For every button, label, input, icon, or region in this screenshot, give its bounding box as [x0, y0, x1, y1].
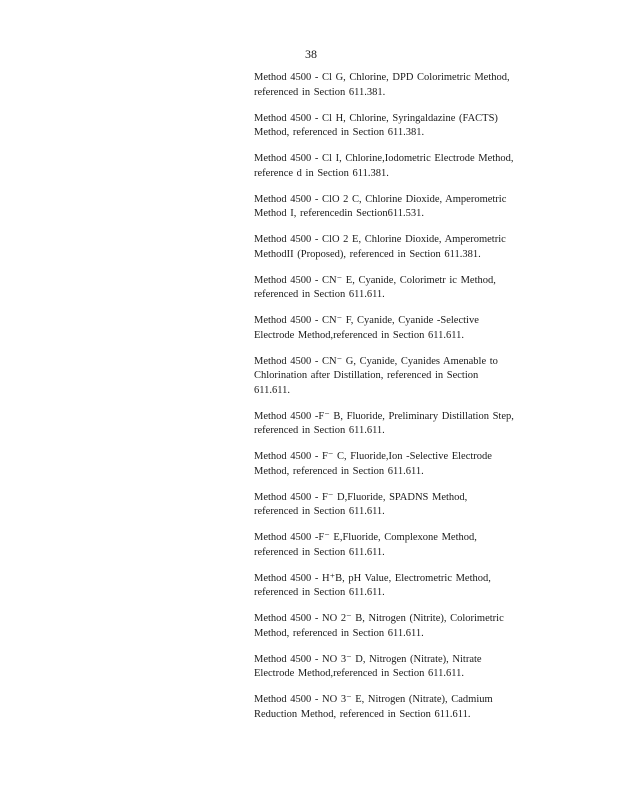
entry-line: Method 4500 - F⁻ D,Fluoride, SPADNS Method,: [254, 491, 468, 503]
entry-line: Method 4500 - ClO 2 E, Chlorine Dioxide, Amperometric: [254, 234, 506, 245]
reference-entry: [254, 572, 538, 601]
reference-entry: [254, 410, 538, 439]
entry-line: Method, referenced in Section 611.611.: [254, 627, 424, 639]
entry-line: Method I, referencedin Section611.531.: [254, 208, 424, 219]
entry-line: referenced in Section 611.611.: [254, 506, 385, 517]
reference-entry: [254, 355, 538, 399]
entry-line: Electrode Method,referenced in Section 611.611.: [254, 329, 464, 341]
entry-line: Method 4500 - CN⁻ F, Cyanide, Cyanide -Selective: [254, 315, 479, 326]
entry-line: referenced in Section 611.611.: [254, 289, 385, 300]
entry-line: Method 4500 - Cl G, Chlorine, DPD Colorimetric Method,: [254, 72, 510, 83]
reference-entry: [254, 693, 538, 722]
entry-line: referenced in Section 611.381.: [254, 86, 386, 98]
entry-line: Method 4500 -F⁻ E,Fluoride, Complexone Method,: [254, 532, 477, 543]
entry-line: Method 4500 - NO 3⁻ D, Nitrogen (Nitrate), Nitrate: [254, 653, 482, 665]
entry-line: Method 4500 - Cl H, Chlorine, Syringaldazine (FACTS): [254, 112, 498, 124]
entry-line: Method 4500 - ClO 2 C, Chlorine Dioxide, Amperometric: [254, 193, 507, 205]
reference-entry: [254, 71, 538, 100]
reference-entry: [254, 653, 538, 682]
reference-entry: [254, 612, 538, 641]
entry-line: Method 4500 - H⁺B, pH Value, Electrometric Method,: [254, 572, 491, 584]
reference-entry: [254, 152, 538, 181]
reference-entry: [254, 491, 538, 520]
reference-entry: [254, 314, 538, 343]
page-number: 38: [305, 47, 317, 61]
entry-line: Method 4500 - CN⁻ G, Cyanide, Cyanides Amenable to: [254, 355, 498, 367]
reference-entry: [254, 193, 538, 222]
reference-entry: [254, 112, 538, 141]
entry-line: Method 4500 -F⁻ B, Fluoride, Preliminary Distillation Step,: [254, 410, 514, 422]
entry-line: MethodII (Proposed), referenced in Section 611.381.: [254, 248, 481, 260]
entry-line: Method 4500 - Cl I, Chlorine,Iodometric Electrode Method,: [254, 153, 514, 164]
entry-line: Chlorination after Distillation, referenced in Section: [254, 370, 479, 381]
method-reference-list: [254, 71, 538, 734]
reference-entry: [254, 450, 538, 479]
entry-line: Method 4500 - NO 3⁻ E, Nitrogen (Nitrate), Cadmium: [254, 694, 493, 705]
entry-line: Method 4500 - F⁻ C, Fluoride,Ion -Selective Electrode: [254, 451, 492, 462]
entry-line: referenced in Section 611.611.: [254, 546, 385, 558]
entry-line: Electrode Method,referenced in Section 611.611.: [254, 668, 464, 679]
reference-entry: [254, 233, 538, 262]
entry-line: referenced in Section 611.611.: [254, 425, 385, 436]
reference-entry: [254, 531, 538, 560]
entry-line: reference d in Section 611.381.: [254, 167, 389, 179]
entry-line: Method 4500 - NO 2⁻ B, Nitrogen (Nitrite), Colorimetric: [254, 613, 504, 624]
entry-line: Method, referenced in Section 611.611.: [254, 465, 424, 477]
entry-line: 611.611.: [254, 384, 290, 396]
entry-line: Reduction Method, referenced in Section 611.611.: [254, 708, 471, 720]
entry-line: referenced in Section 611.611.: [254, 587, 385, 598]
entry-line: Method, referenced in Section 611.381.: [254, 127, 425, 138]
entry-line: Method 4500 - CN⁻ E, Cyanide, Colorimetr ic Method,: [254, 274, 496, 286]
reference-entry: [254, 274, 538, 303]
